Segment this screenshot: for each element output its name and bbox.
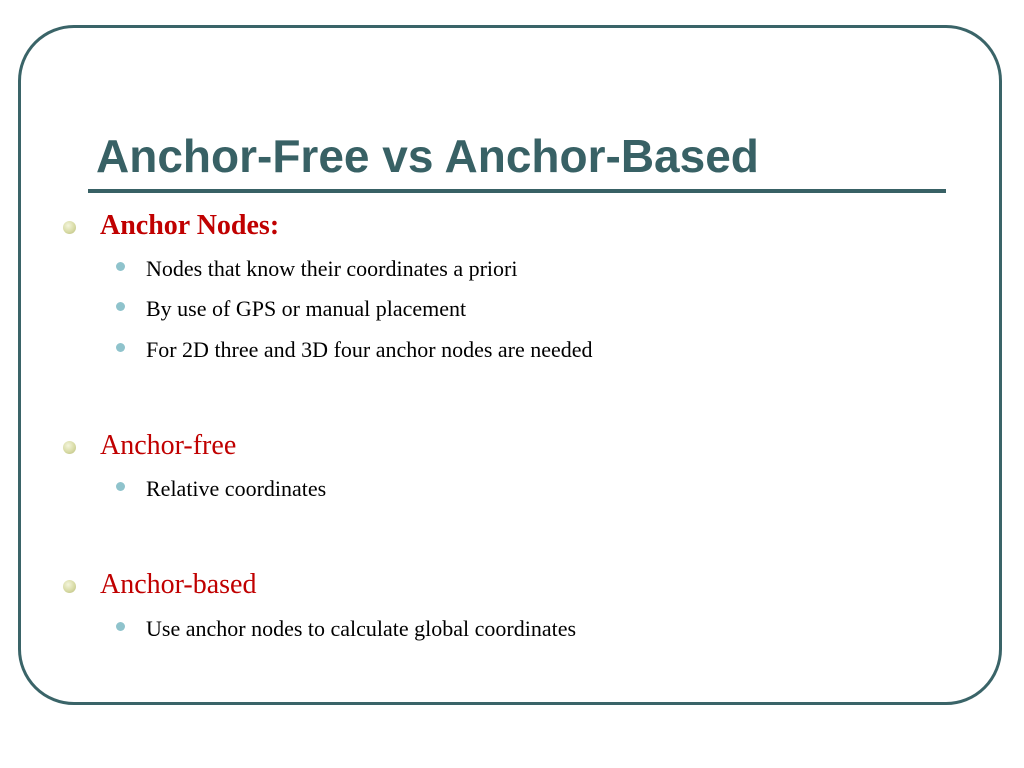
sub-bullet-icon [116, 262, 125, 271]
sub-bullet-text: Relative coordinates [146, 476, 327, 501]
sub-bullet-text: Use anchor nodes to calculate global coordinates [146, 616, 577, 641]
sub-bullet-text: For 2D three and 3D four anchor nodes are needed [146, 337, 593, 362]
section-heading: Anchor-free [100, 430, 237, 461]
main-bullet-icon [63, 441, 76, 454]
sub-bullet-icon [116, 622, 125, 631]
main-bullet-icon [63, 221, 76, 234]
sub-bullet-icon [116, 482, 125, 491]
main-bullet-icon [63, 580, 76, 593]
section-heading: Anchor Nodes: [100, 210, 280, 241]
sub-bullet-icon [116, 343, 125, 352]
sub-bullet-text: Nodes that know their coordinates a priori [146, 256, 518, 281]
sub-bullet-icon [116, 302, 125, 311]
section-heading: Anchor-based [100, 569, 257, 600]
sub-bullet-text: By use of GPS or manual placement [146, 296, 467, 321]
slide-title: Anchor-Free vs Anchor-Based [96, 130, 759, 182]
